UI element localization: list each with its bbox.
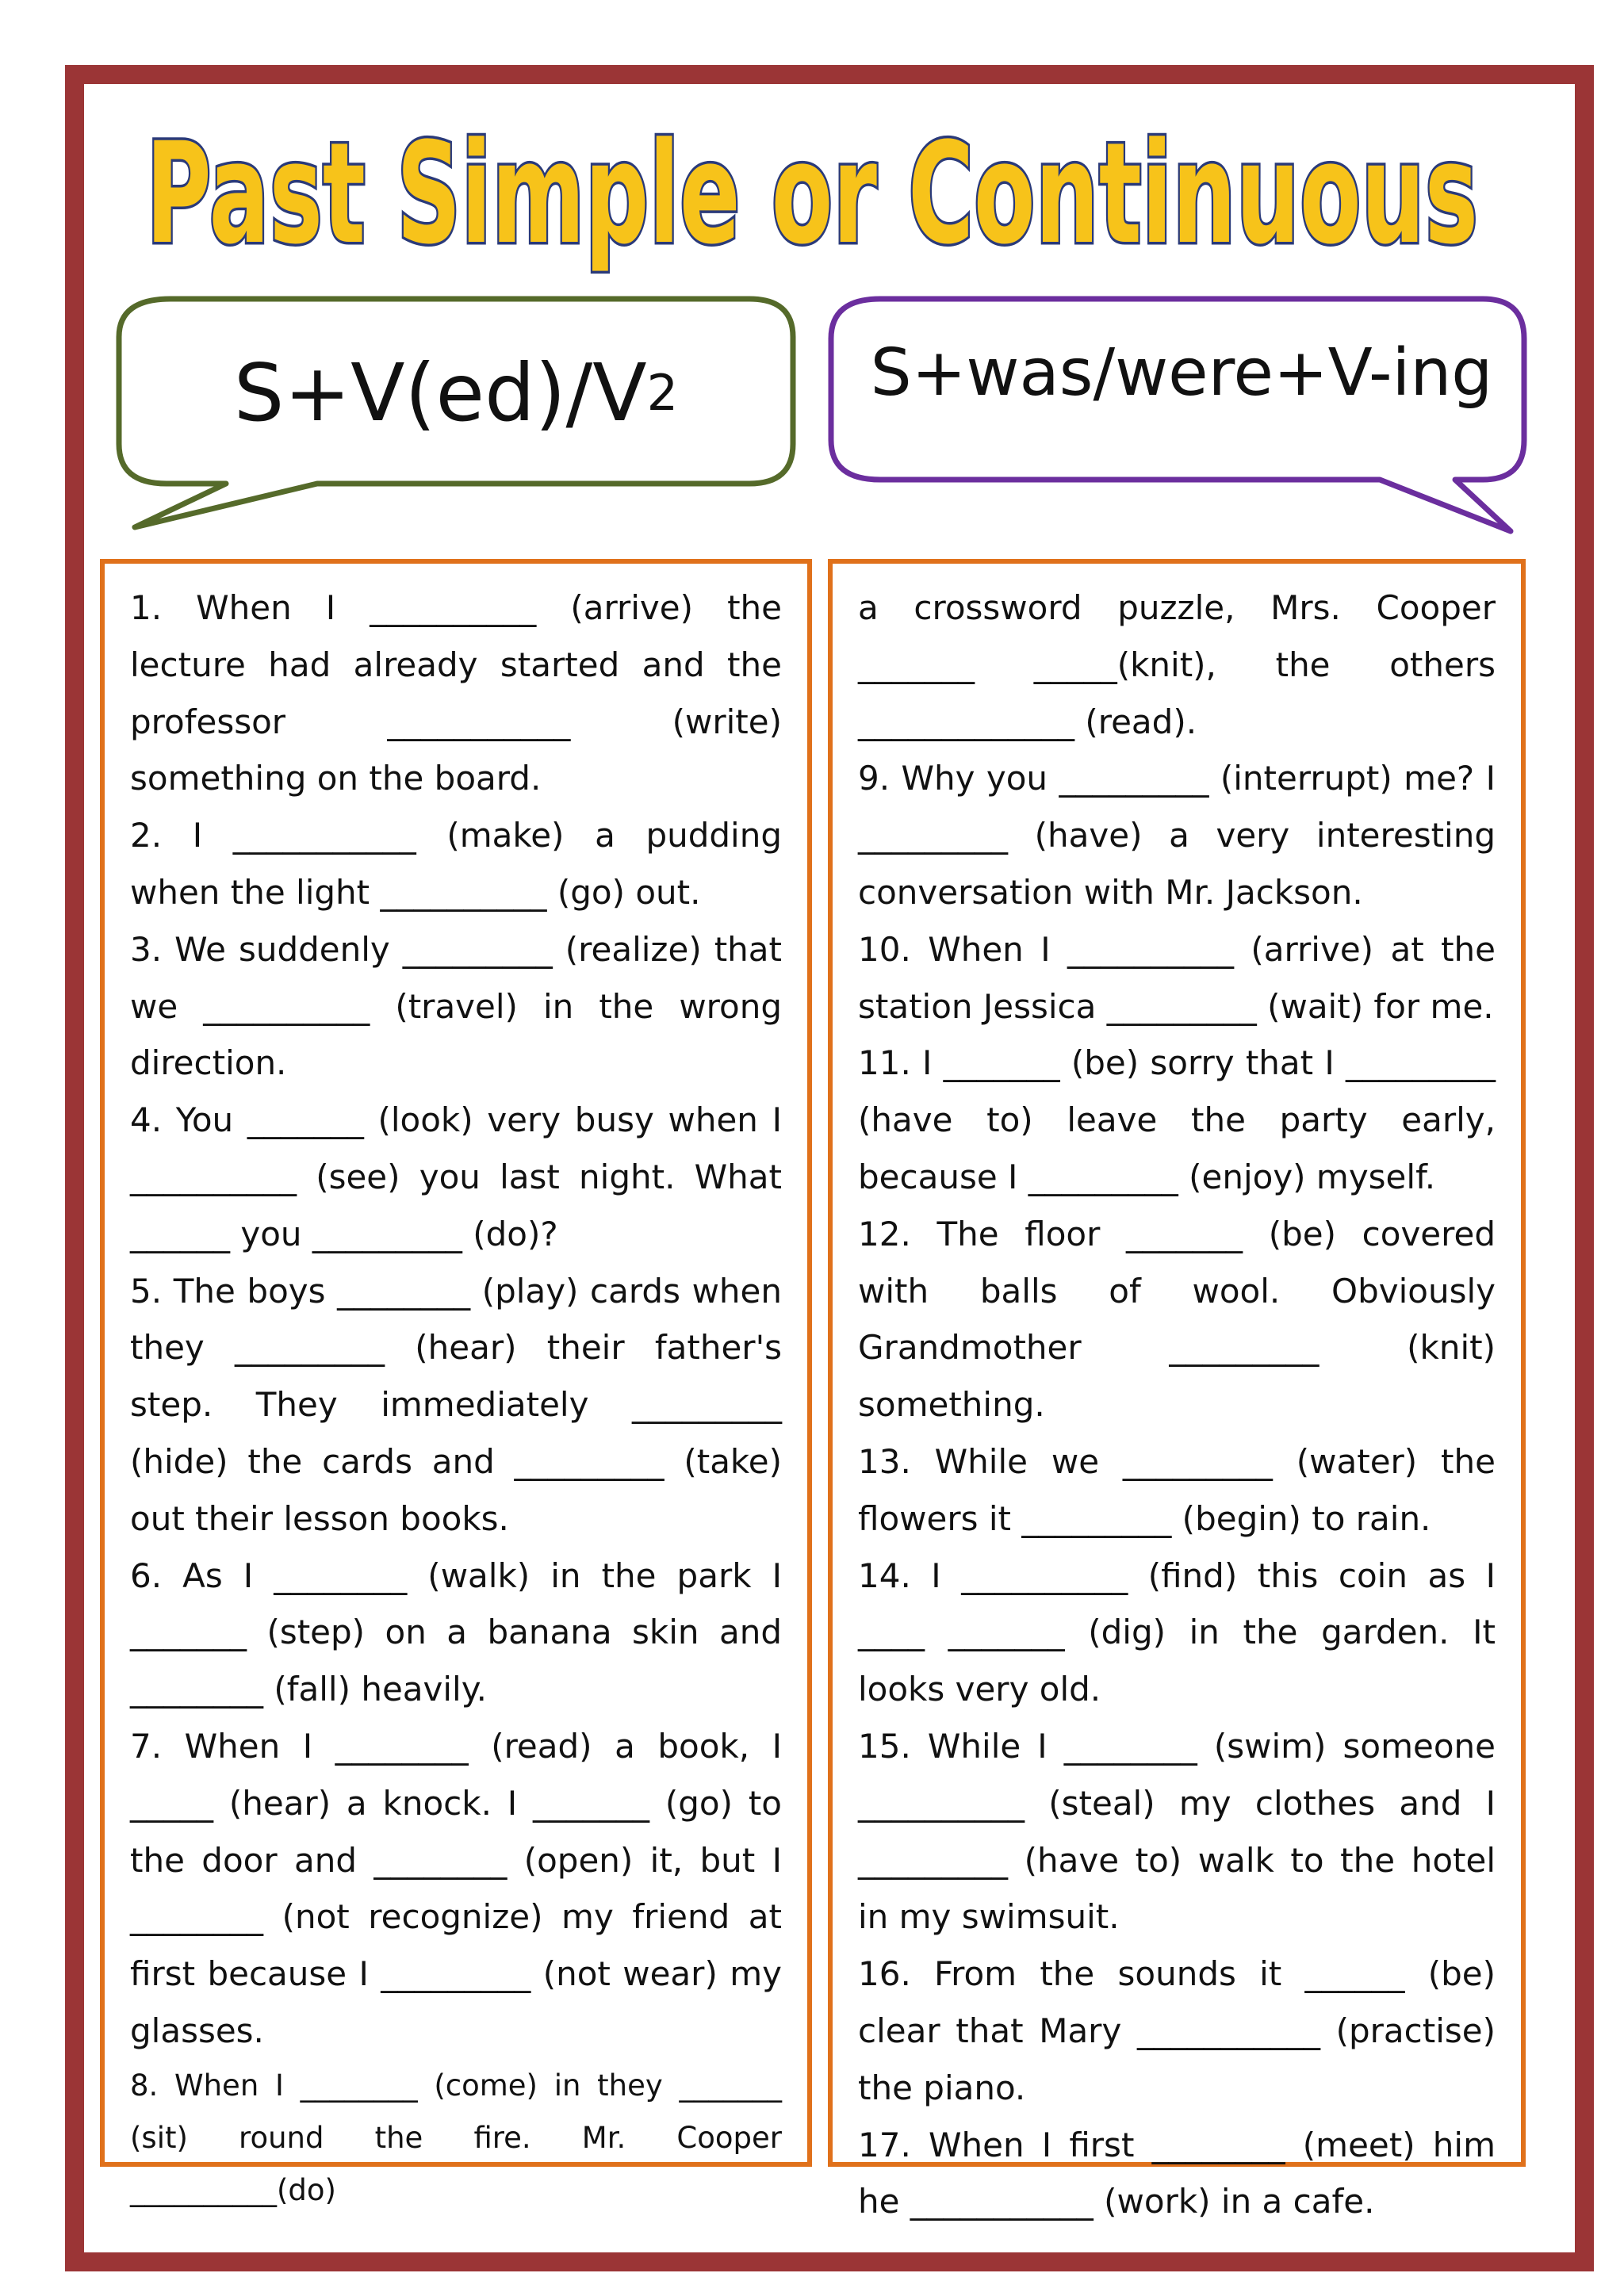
past-simple-formula-main: S+V(ed)/V <box>233 346 647 439</box>
exercise-item-8-continued: a crossword puzzle, Mrs. Cooper _______ _____(knit), the others _____________ (read). <box>858 588 1496 741</box>
exercise-item-12: 12. The floor _______ (be) covered with balls of wool. Obviously Grandmother _________ (knit) something. <box>858 1214 1496 1425</box>
exercise-column-left <box>100 559 812 2207</box>
exercise-item-3: 3. We suddenly _________ (realize) that we __________ (travel) in the wrong direction. <box>130 929 782 1083</box>
title-banner <box>0 95 1624 285</box>
past-simple-formula <box>123 317 789 468</box>
exercise-item-8: 8. When I ________ (come) in they _______ (sit) round the fire. Mr. Cooper __________(do) <box>130 2068 782 2207</box>
exercise-item-2: 2. I ___________ (make) a pudding when the light __________ (go) out. <box>130 816 782 912</box>
exercise-item-9: 9. Why you _________ (interrupt) me? I _________ (have) a very interesting conversation with Mr. Jackson. <box>858 759 1496 912</box>
exercise-item-17: 17. When I first ________ (meet) him he ___________ (work) in a cafe. <box>858 2125 1496 2221</box>
past-simple-formula-subscript: 2 <box>646 363 679 422</box>
exercise-column-right <box>828 559 1526 2221</box>
exercise-item-5: 5. The boys ________ (play) cards when they _________ (hear) their father's step. They immediately _________ (hide) the cards and _________ (take) out their lesson books. <box>130 1271 782 1538</box>
exercise-item-14: 14. I __________ (find) this coin as I ____ _______ (dig) in the garden. It looks very old. <box>858 1556 1496 1709</box>
exercise-item-11: 11. I _______ (be) sorry that I _________ (have to) leave the party early, because I _________ (enjoy) myself. <box>858 1043 1496 1196</box>
exercise-item-16: 16. From the sounds it ______ (be) clear that Mary ___________ (practise) the piano. <box>858 1954 1496 2107</box>
past-continuous-formula: S+was/were+V-ing <box>870 335 1493 411</box>
exercise-item-13: 13. While we _________ (water) the flowers it _________ (begin) to rain. <box>858 1441 1496 1538</box>
exercise-item-15: 15. While I ________ (swim) someone __________ (steal) my clothes and I _________ (have to) walk to the hotel in my swimsuit. <box>858 1726 1496 1937</box>
exercise-item-6: 6. As I ________ (walk) in the park I _______ (step) on a banana skin and ________ (fall) heavily. <box>130 1556 782 1709</box>
exercise-item-10: 10. When I __________ (arrive) at the station Jessica _________ (wait) for me. <box>858 929 1496 1026</box>
exercise-item-7: 7. When I ________ (read) a book, I _____ (hear) a knock. I _______ (go) to the door and ________ (open) it, but I ________ (not recognize) my friend at first because I _________ (not wear) my glasses. <box>130 1726 782 2050</box>
exercise-item-4: 4. You _______ (look) very busy when I __________ (see) you last night. What ______ you _________ (do)? <box>130 1100 782 1253</box>
worksheet-title: Past Simple or Continuous <box>146 113 1478 275</box>
exercise-item-1: 1. When I __________ (arrive) the lecture had already started and the professor ___________ (write) something on the board. <box>130 588 782 798</box>
